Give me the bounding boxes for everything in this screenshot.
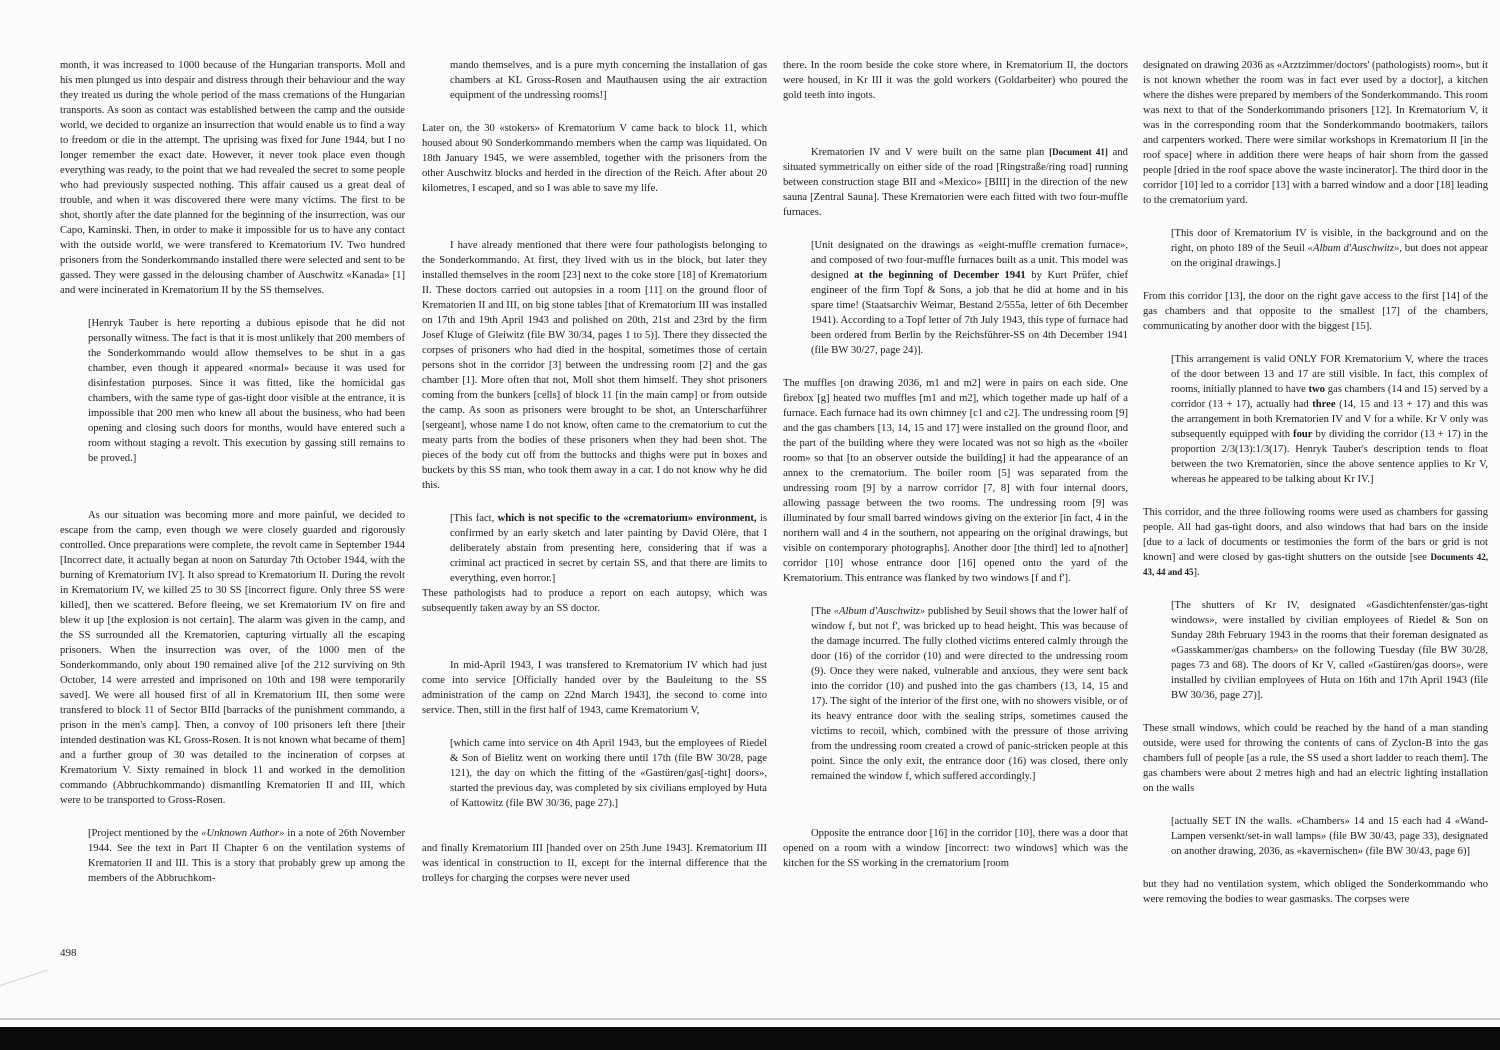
paragraph: Opposite the entrance door [16] in the corridor [10], there was a door that opened on a room with a window [incorrect: two windows] which was the kitchen for the SS working in the crematorium [room xyxy=(783,828,1128,869)
paragraph: month, it was increased to 1000 because of the Hungarian transports. Moll and his men plunged us into despair and distress through their behaviour and the way they treated us during the whole period of the mass cremations of the Hungarian transports. As soon as contact was established between the camp and the outside world, we decided to organize an insurrection that would enable us to find a way to freedom or die in the attempt. The uprising was fixed for June 1944, but I no longer remember the exact date. However, it never took place even though everything was ready, to the point that we had revealed the secret to some people who had previously suspected nothing. This affair caused us a great deal of trouble, and when it was discovered there were many victims. The first to be shot, shortly after the date planned for the beginning of the insurrection, was our Capo, Kaminski. Then, in order to make it impossible for us to have any contact with the outside world, we were transfered to Krematorium IV. Two hundred prisoners from the Sonderkommando installed there were selected and sent to be gassed. They were gassed in the delousing chamber of Auschwitz «Kanada» [1] and were incinerated in Krematorium II by the SS themselves. xyxy=(60,60,405,296)
paragraph: but they had no ventilation system, which obliged the Sonderkommando who were removing the bodies to wear gasmasks. The corpses were xyxy=(1143,879,1488,905)
editorial-note: [Henryk Tauber is here reporting a dubious episode that he did not personally witness. The fact is that it is most unlikely that 200 members of the Sonderkommando would allow themselves to be shut in a gas chamber, even though it appeared «normal» because it was used for disinfestation purposes. Since it was fitted, like the homicidal gas chambers, with the same type of gas-tight door visible at the entrance, it is impossible that 200 men who knew all about the business, who had been opening and closing such doors for months, would have entered such a room without staging a revolt. This execution by gassing still remains to be proved.] xyxy=(88,318,405,464)
document-reference: Documents 42, 43, 44 and 45 xyxy=(1143,552,1488,577)
paragraph: there. In the room beside the coke store where, in Krematorium II, the doctors were housed, in Kr III it was the gold workers (Goldarbeiter) who poured the gold teeth into ingots. xyxy=(783,60,1128,101)
paragraph: These pathologists had to produce a report on each autopsy, which was subsequently taken away by an SS doctor. xyxy=(422,588,767,614)
scan-edge-line xyxy=(0,1018,1500,1020)
paragraph: These small windows, which could be reached by the hand of a man standing outside, were used for throwing the contents of cans of Zyclon-B into the gas chambers full of people [as a rule, the SS used a short ladder to reach them]. The gas chambers were about 2 metres high and had an electric lighting installation on the walls xyxy=(1143,723,1488,794)
editorial-note: [Project mentioned by the «Unknown Author» in a note of 26th November 1944. See the text in Part II Chapter 6 on the ventilation systems of Krematorien II and III. This is a story that probably grew up among the members of the Abbruchkom- xyxy=(88,828,405,884)
editorial-note: [This door of Krematorium IV is visible, in the background and on the right, on photo 189 of the Seuil «Album d'Auschwitz», but does not appear on the original drawings.] xyxy=(1171,228,1489,269)
editorial-note: [Unit designated on the drawings as «eight-muffle cremation furnace», and composed of two four-muffle furnaces built as a unit. This model was designed at the beginning of December 1941 by Kurt Prüfer, chief engineer of the firm Topf & Sons, a job that he did at home and in his spare time! (Staatsarchiv Weimar, Bestand 2/555a, letter of 6th December 1941). According to a Topf letter of 7th July 1943, this type of furnace had been ordered from Berlin by the Reichsführer-SS on 4th December 1941 (file BW 30/27, page 24)]. xyxy=(811,240,1128,356)
editorial-note: [which came into service on 4th April 1943, but the employees of Riedel & Son of Bielitz went on working there until 17th (file BW 30/28, page 121), the day on which the fitting of the «Gastüren/gas[-tight] doors», started the previous day, was completed by six civilians employed by Huta of Kattowitz (file BW 30/36, page 27).] xyxy=(450,738,767,809)
paragraph: designated on drawing 2036 as «Arztzimmer/doctors' (pathologists) room», but it is not known whether the room was in fact ever used by a doctor], a kitchen where the dishes were prepared by members of the Sonderkommando. This room was next to that of the Sonderkommando prisoners [12]. In Krematorium V, it was in the corresponding room that the Sonderkommando bootmakers, tailors and carpenters worked. There were similar workshops in Krematorium II [in the roof space] where in addition there were heaps of hair shorn from the gassed people [dried in the roof space above the waste incinerator]. The third door in the corridor [10] led to a corridor [13] with a barred window and a door [18] leading to the crematorium yard. xyxy=(1143,60,1488,206)
scan-border xyxy=(0,1027,1500,1050)
editorial-note: [The shutters of Kr IV, designated «Gasdichtenfenster/gas-tight windows», were installed by civilian employees of Riedel & Son on Sunday 28th February 1943 in the rooms that their foreman designated as «Gasskammer/gas chambers» on the following Tuesday (file BW 30/28, pages 73 and 68). The doors of Kr V, called «Gastüren/gas doors», were installed by civilian employees of Huta on 16th and 17th April 1943 (file BW 30/36, page 27)]. xyxy=(1171,600,1488,701)
editorial-note: [This fact, which is not specific to the «crematorium» environment, is confirmed by an early sketch and later painting by David Olère, that I deliberately abstain from presenting here, considering that if was a criminal act practiced in secret by certain SS, and that there are limits to everything, even horror.] xyxy=(450,513,768,584)
editorial-note: [actually SET IN the walls. «Chambers» 14 and 15 each had 4 «Wand-Lampen versenkt/set-in wall lamps» (file BW 30/43, page 33), designated on another drawing, 2036, as «kavernischen» (file BW 30/43, page 6)] xyxy=(1171,816,1488,857)
paragraph: As our situation was becoming more and more painful, we decided to escape from the camp, even though we were closely guarded and rigorously controlled. Once preparations were complete, the revolt came in September 1944 [Incorrect date, it actually began at noon on Saturday 7th October 1944, with the burning of Krematorium IV]. It also spread to Krematorium II. During the revolt in Krematorium IV, we killed 25 to 30 SS [incorrect figure. Only three SS were killed], then we scattered. Before fleeing, we set Krematorium IV on fire and blew it up [the explosion is not certain]. The alarm was given in the camp, and the SS surrounded all the Krematorien, capturing virtually all the escaping prisoners. When the insurrection was over, of the 1000 men of the Sonderkommando, only about 190 remained alive [of the 212 surviving on 9th October, 14 were arrested and imprisoned on 10th and 198 were temporarily saved]. We were all housed first of all in Krematorium III, then some were transfered to block 11 of Sector BIId [barracks of the punishment commando, a prison in the men's camp]. Then, a convoy of 100 prisoners left there [their intended destination was KL Gross-Rosen. It is not known what became of them] and a further group of 30 was detailed to the incineration of corpses at Krematorium V. Sixty remained in block 11 and worked in the demolition commando (Abbruchkommando) dismantling Krematorien II and III, which were to be transported to Gross-Rosen. xyxy=(60,510,405,806)
page-fold-mark xyxy=(0,970,57,1015)
paragraph: Krematorien IV and V were built on the same plan [Document 41] and situated symmetrically on either side of the road [Ringstraße/ring road] running between construction stage BII and «Mexico» [BIII] in the direction of the new sauna [Zentral Sauna]. These Krematorien were each fitted with two four-muffle furnaces. xyxy=(783,147,1128,218)
italic-title: «Unknown Author» xyxy=(201,828,285,839)
paragraph: Later on, the 30 «stokers» of Krematorium V came back to block 11, which housed about 90 Sonderkommando members when the camp was liquidated. On 18th January 1945, we were assembled, together with the prisoners from the other Auschwitz blocks and herded in the direction of the Reich. After about 20 kilometres, I escaped, and so I was able to save my life. xyxy=(422,123,767,194)
document-reference: [Document 41] xyxy=(1049,147,1108,157)
paragraph: In mid-April 1943, I was transfered to Krematorium IV which had just come into service [Officially handed over by the Bauleitung to the SS administration of the camp on 22nd March 1943], the second to come into service. Then, still in the first half of 1943, came Krematorium V, xyxy=(422,660,767,716)
paragraph: From this corridor [13], the door on the right gave access to the first [14] of the gas chambers and that opposite to the smallest [17] of the chambers, communicating by another door with the biggest [15]. xyxy=(1143,291,1488,332)
editorial-note: mando themselves, and is a pure myth concerning the installation of gas chambers at KL Gross-Rosen and Mauthausen using the air extraction equipment of the undressing rooms!] xyxy=(450,60,767,101)
paragraph: This corridor, and the three following rooms were used as chambers for gassing people. All had gas-tight doors, and also windows that had bars on the inside [due to a lack of documents or testimonies the form of the bars or grid is not known] and were closed by gas-tight shutters on the outside [see Documents 42, 43, 44 and 45]. xyxy=(1143,507,1488,578)
page-number: 498 xyxy=(60,947,77,959)
text-column-2 xyxy=(422,58,767,886)
paragraph: I have already mentioned that there were four pathologists belonging to the Sonderkommando. At first, they lived with us in the block, but later they installed themselves in the room [23] next to the coke store [18] of Krematorium II. These doctors carried out autopsies in a room [11] on the ground floor of Krematorien II and III, on big stone tables [that of Krematorium III was installed on 17th and 19th April 1943 and polished on 20th, 21st and 23rd by the firm Josef Kluge of Gleiwitz (file BW 30/34, pages 1 to 5)]. There they dissected the corpses of prisoners who had died in the hospital, sometimes those of certain persons shot in the corridor [3] between the undressing room [2] and the gas chamber [1]. More often that not, Moll shot them himself. They shot prisoners coming from the bunkers [cells] of block 11 [in the main camp] or from outside the camp. As soon as prisoners were brought to be shot, an Unterscharführer [sergeant], whose name I do not know, often came to the crematorium to cut the meaty parts from the bodies of these prisoners when they had been shot. The pieces of the body cut off from the buttocks and thighs were put in boxes and buckets by this SS man, who took them away in a car. I do not know why he did this. xyxy=(422,240,767,491)
italic-title: «Album d'Auschwitz» xyxy=(833,606,926,617)
text-column-4 xyxy=(1143,58,1488,907)
paragraph: and finally Krematorium III [handed over on 25th June 1943]. Krematorium III was identical in construction to II, except for the internal difference that the trolleys for charging the corpses were never used xyxy=(422,843,767,884)
text-column-3 xyxy=(783,58,1128,871)
editorial-note: [This arrangement is valid ONLY FOR Krematorium V, where the traces of the door between 13 and 17 are still visible. In fact, this complex of rooms, initially planned to have two gas chambers (14 and 15) served by a corridor (13 + 17), actually had three (14, 15 and 13 + 17) and this was the arrangement in both Krematorien IV and V for a while. Kr V only was subsequently equipped with four by dividing the corridor (13 + 17) in the proportion 2/3(13):1/3(17). Henryk Tauber's description tends to float between the two Krematorien, since the above sentence applies to Kr V, whereas he appeared to be talking about Kr IV.] xyxy=(1171,354,1489,485)
text-column-1 xyxy=(60,58,405,886)
paragraph: The muffles [on drawing 2036, m1 and m2] were in pairs on each side. One firebox [g] heated two muffles [m1 and m2], which together made up half of a furnace. Each furnace had its own chimney [c1 and c2]. The undressing room [9] and the gas chambers [13, 14, 15 and 17] were installed on the ground floor, and the part of the building where they were located was not so high as the «boiler room» so that [to an observer outside the building] it had the appearance of an annex to the crematorium. The boiler room [5] was separated from the undressing room [9] by a narrow corridor [7, 8] with four internal doors, allowing passage between the two rooms. The undressing room [9] was illuminated by four small barred windows giving on the exterior [in fact, 4 in the northern wall and 4 in the southern, not appearing on the original drawings, but visible on contemporary photographs]. Another door [the third] led to a[nother] corridor [10] whose entrance door [16] opened onto the yard of the Krematorium. This entrance was flanked by two windows [f and f']. xyxy=(783,378,1128,584)
italic-title: «Album d'Auschwitz» xyxy=(1307,243,1400,254)
editorial-note: [The «Album d'Auschwitz» published by Seuil shows that the lower half of window f, but not f', was bricked up to head height. This was because of the damage incurred. The fully clothed victims entered calmly through the door (16) of the corridor (10) and were directed to the undressing room (9). Once they were naked, vulnerable and anxious, they were sent back into the corridor (10) and pushed into the gas chambers (13, 14, 15 and 17). The sight of the interior of the first one, with no showers visible, or of its heavy entrance door with the sealing strips, sometimes caused the victims to recoil, which, combined with the pressure of those arriving from the undressing room created a crowd of panic-stricken people at this point. Since the only exit, the entrance door (16) was closed, there only remained the window f, which suffered accordingly.] xyxy=(811,606,1128,782)
